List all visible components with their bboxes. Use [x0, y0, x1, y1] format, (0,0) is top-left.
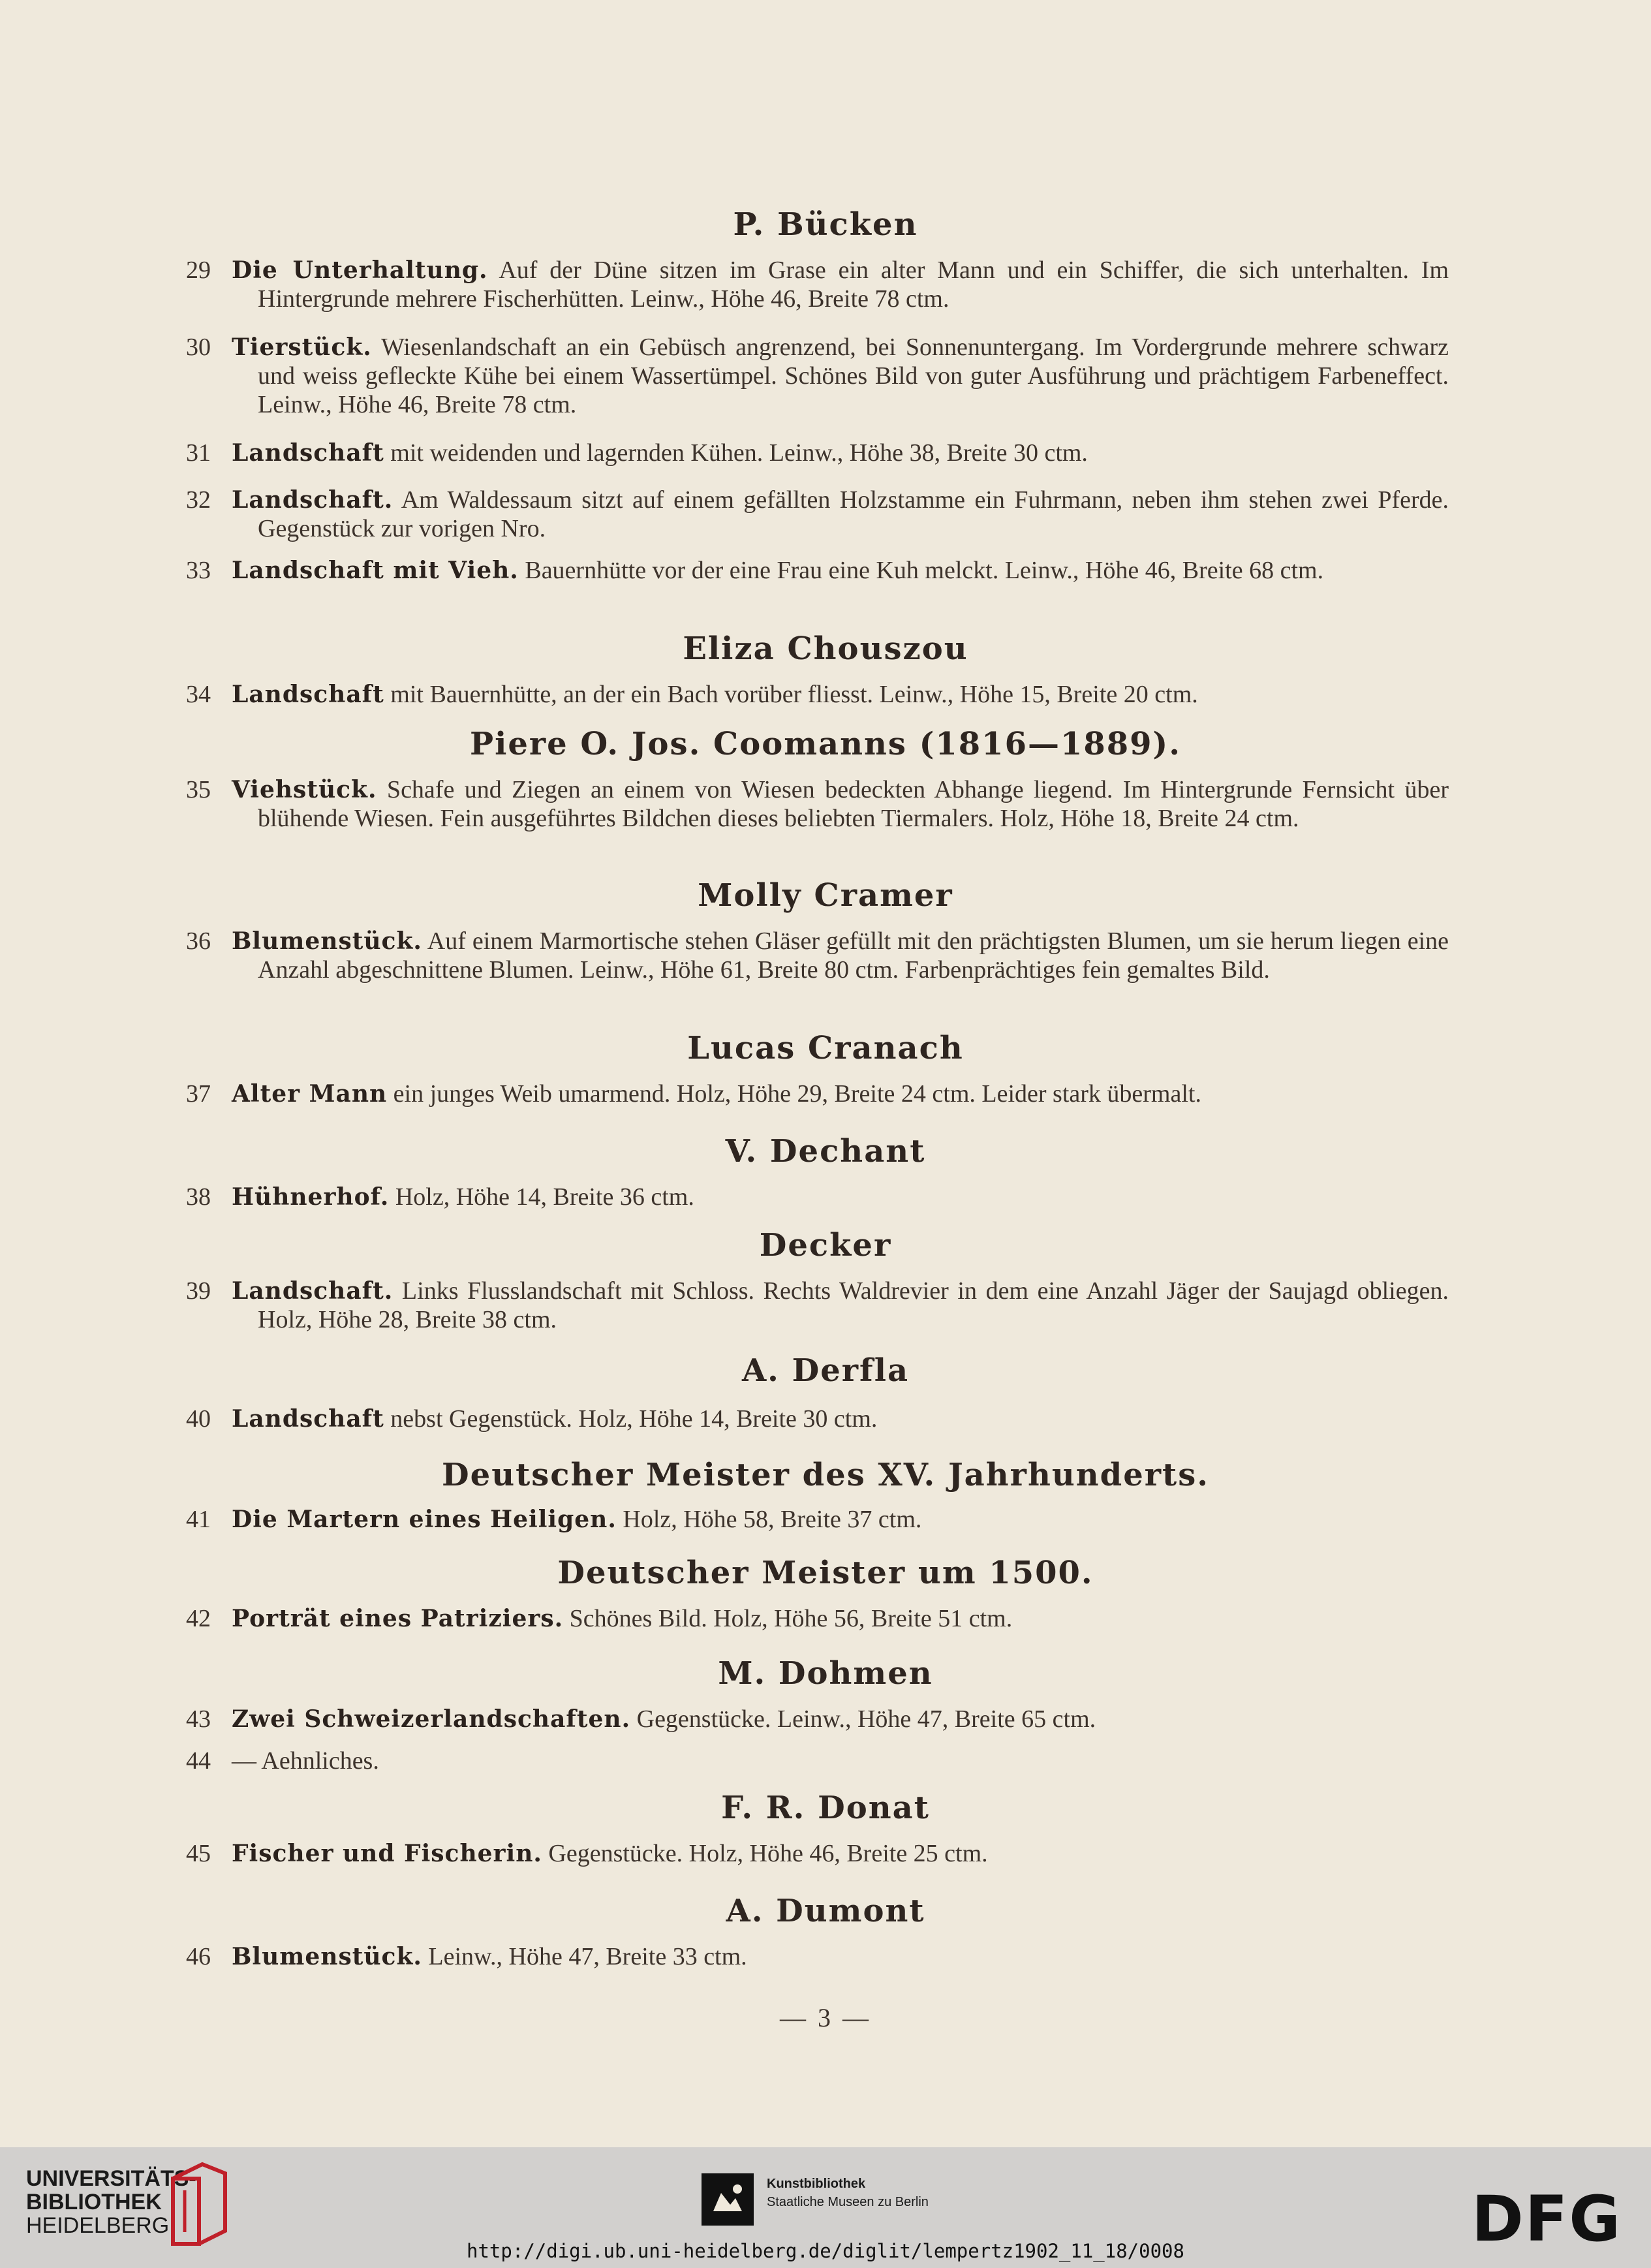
- entry-text: nebst Gegenstück. Holz, Höhe 14, Breite 30 ctm.: [384, 1405, 878, 1433]
- artist-heading: A. Derfla: [741, 1352, 910, 1389]
- entry-text: mit weidenden und lagernden Kühen. Leinw., Höhe 38, Breite 30 ctm.: [384, 439, 1088, 467]
- catalogue-entry: [186, 1839, 1449, 1868]
- footer-bar: [0, 2147, 1651, 2268]
- artist-heading: M. Dohmen: [718, 1655, 933, 1692]
- entry-title: Landschaft.: [232, 486, 393, 514]
- entry-text: Wiesenlandschaft an ein Gebüsch angrenzend, bei Sonnenuntergang. Im Vordergrunde mehrere schwarz und weiss gefleckte Kühe bei einem Wassertümpel. Schönes Bild von guter Ausführung und prächtigem Farbeneffect. Leinw., Höhe 46, Breite 78 ctm.: [258, 334, 1449, 418]
- ub-line-3: HEIDELBERG: [26, 2213, 170, 2238]
- catalogue-entry: [186, 1277, 1449, 1334]
- page-number: — 3 —: [780, 2003, 871, 2032]
- entry-text: — Aehnliches.: [232, 1747, 379, 1775]
- artist-heading: Eliza Chouszou: [683, 630, 968, 667]
- artist-heading: Decker: [759, 1227, 892, 1264]
- artist-heading: Piere O. Jos. Coomanns (1816—1889).: [470, 726, 1181, 762]
- kb-line-1: Kunstbibliothek: [767, 2177, 866, 2191]
- kunstbibliothek-logo-icon[interactable]: [702, 2173, 754, 2226]
- entry-number: 39: [186, 1277, 211, 1305]
- entry-text: Gegenstücke. Leinw., Höhe 47, Breite 65 ctm.: [630, 1705, 1096, 1733]
- entry-number: 32: [186, 486, 211, 514]
- ub-heidelberg-logo-icon[interactable]: [166, 2159, 232, 2250]
- entry-text: Holz, Höhe 58, Breite 37 ctm.: [616, 1506, 922, 1533]
- entry-title: Die Unterhaltung.: [232, 256, 488, 284]
- entry-number: 45: [186, 1840, 211, 1867]
- entry-number: 30: [186, 334, 211, 361]
- entry-title: Viehstück.: [232, 776, 377, 803]
- entry-number: 38: [186, 1183, 211, 1211]
- artist-heading: Molly Cramer: [698, 877, 953, 914]
- entry-number: 29: [186, 256, 211, 284]
- catalogue-entry: [186, 1183, 1449, 1211]
- entry-number: 44: [186, 1747, 211, 1775]
- entry-text: ein junges Weib umarmend. Holz, Höhe 29, Breite 24 ctm. Leider stark übermalt.: [387, 1080, 1201, 1108]
- ub-line-2: BIBLIOTHEK: [26, 2190, 162, 2214]
- entry-text: Links Flusslandschaft mit Schloss. Rechts Waldrevier in dem eine Anzahl Jäger der Saujagd obliegen. Holz, Höhe 28, Breite 38 ctm.: [258, 1277, 1449, 1333]
- entry-title: Blumenstück.: [232, 927, 422, 955]
- entry-text: Schönes Bild. Holz, Höhe 56, Breite 51 ctm.: [563, 1605, 1013, 1632]
- entry-title: Die Martern eines Heiligen.: [232, 1506, 617, 1533]
- entry-text: Gegenstücke. Holz, Höhe 46, Breite 25 ctm.: [542, 1840, 988, 1867]
- entry-text: Bauernhütte vor der eine Frau eine Kuh melckt. Leinw., Höhe 46, Breite 68 ctm.: [518, 557, 1324, 584]
- entry-text: Schafe und Ziegen an einem von Wiesen bedeckten Abhange liegend. Im Hintergrunde Fernsicht über blühende Wiesen. Fein ausgeführtes Bildchen dieses beliebten Tiermalers. Holz, Höhe 18, Breite 24 ctm.: [258, 776, 1449, 832]
- catalogue-entry: [186, 1747, 1449, 1775]
- entry-title: Landschaft: [232, 681, 384, 708]
- catalogue-entry: [186, 1505, 1449, 1534]
- entry-number: 43: [186, 1705, 211, 1733]
- catalogue-entry: [186, 1604, 1449, 1633]
- kb-line-2: Staatliche Museen zu Berlin: [767, 2195, 929, 2209]
- entry-number: 37: [186, 1080, 211, 1108]
- entry-text: Holz, Höhe 14, Breite 36 ctm.: [389, 1183, 694, 1211]
- dfg-logo[interactable]: DFG: [1472, 2183, 1622, 2256]
- entry-number: 36: [186, 927, 211, 955]
- entry-text: Auf der Düne sitzen im Grase ein alter Mann und ein Schiffer, die sich unterhalten. Im Hintergrunde mehrere Fischerhütten. Leinw., Höhe 46, Breite 78 ctm.: [258, 256, 1449, 313]
- entry-number: 46: [186, 1943, 211, 1970]
- catalogue-entry: [186, 775, 1449, 833]
- entry-title: Alter Mann: [232, 1080, 388, 1108]
- catalogue-entry: [186, 333, 1449, 419]
- entry-number: 31: [186, 439, 211, 467]
- entry-title: Porträt eines Patriziers.: [232, 1605, 564, 1632]
- artist-heading: Deutscher Meister des XV. Jahrhunderts.: [442, 1457, 1209, 1493]
- entry-title: Tierstück.: [232, 334, 372, 361]
- entry-title: Zwei Schweizerlandschaften.: [232, 1705, 631, 1733]
- entry-number: 42: [186, 1605, 211, 1632]
- catalogue-entry: [186, 486, 1449, 543]
- entry-text: mit Bauernhütte, an der ein Bach vorüber fliesst. Leinw., Höhe 15, Breite 20 ctm.: [384, 681, 1198, 708]
- catalogue-entry: [186, 1942, 1449, 1971]
- artist-heading: V. Dechant: [725, 1133, 926, 1170]
- artist-heading: F. R. Donat: [721, 1790, 930, 1826]
- entry-title: Landschaft mit Vieh.: [232, 557, 519, 584]
- entry-title: Hühnerhof.: [232, 1183, 390, 1211]
- catalogue-entry: [186, 927, 1449, 984]
- entry-number: 34: [186, 681, 211, 708]
- entry-title: Landschaft: [232, 439, 384, 467]
- permalink-url[interactable]: http://digi.ub.uni-heidelberg.de/diglit/lempertz1902_11_18/0008: [467, 2240, 1184, 2262]
- catalogue-entry: [186, 1405, 1449, 1433]
- entry-number: 33: [186, 557, 211, 584]
- catalogue-entry: [186, 1705, 1449, 1733]
- ub-line-1: UNIVERSITÄTS-: [26, 2166, 196, 2191]
- entry-text: Am Waldessaum sitzt auf einem gefällten Holzstamme ein Fuhrmann, neben ihm stehen zwei Pferde. Gegenstück zur vorigen Nro.: [258, 486, 1449, 542]
- catalogue-entry: [186, 439, 1449, 467]
- entry-number: 41: [186, 1506, 211, 1533]
- entry-text: Auf einem Marmortische stehen Gläser gefüllt mit den prächtigsten Blumen, um sie herum liegen eine Anzahl abgeschnittene Blumen. Leinw., Höhe 61, Breite 80 ctm. Farbenprächtiges fein gemaltes Bild.: [258, 927, 1449, 984]
- kunstbibliothek-logo-text[interactable]: [767, 2175, 929, 2211]
- entry-title: Fischer und Fischerin.: [232, 1840, 542, 1867]
- catalogue-entry: [186, 256, 1449, 313]
- catalogue-entry: [186, 1080, 1449, 1108]
- catalogue-entry: [186, 556, 1449, 585]
- entry-number: 35: [186, 776, 211, 803]
- entry-number: 40: [186, 1405, 211, 1433]
- artist-heading: Lucas Cranach: [687, 1030, 964, 1066]
- entry-title: Blumenstück.: [232, 1943, 422, 1970]
- entry-text: Leinw., Höhe 47, Breite 33 ctm.: [422, 1943, 747, 1970]
- artist-heading: P. Bücken: [733, 206, 918, 243]
- entry-title: Landschaft.: [232, 1277, 393, 1305]
- catalogue-entry: [186, 680, 1449, 709]
- artist-heading: A. Dumont: [726, 1893, 925, 1929]
- entry-title: Landschaft: [232, 1405, 384, 1433]
- artist-heading: Deutscher Meister um 1500.: [557, 1555, 1094, 1591]
